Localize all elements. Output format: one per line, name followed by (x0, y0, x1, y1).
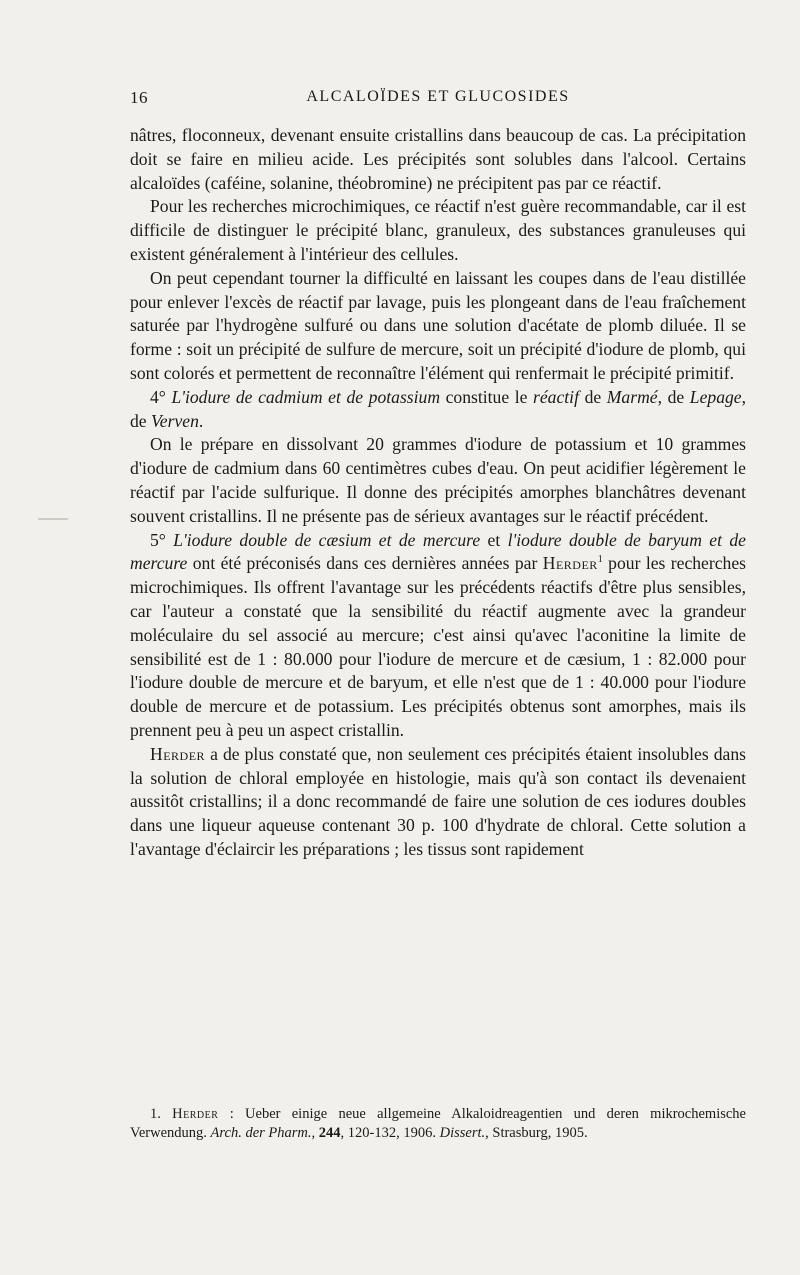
text-fragment: ont été préconisés dans ces dernières années par (187, 553, 543, 574)
italic-term: réactif (533, 386, 579, 407)
section-number: 4° (150, 386, 166, 407)
paragraph-1: nâtres, floconneux, devenant ensuite cristallins dans beaucoup de cas. La précipitation doit se faire en milieu acide. Les précipités sont solubles dans l'alcool. Certains alcaloïdes (caféine, solanine, théobromine) ne précipitent pas par ce réactif. (130, 125, 746, 193)
text-fragment: , de (657, 386, 690, 407)
footnote-1: 1. Herder : Ueber einige neue allgemeine Alkaloidreagentien und deren mikrochemische Verwendung. Arch. der Pharm., 244, 120-132, 1906. Dissert., Strasburg, 1905. (130, 1106, 746, 1141)
page-number: 16 (130, 88, 148, 107)
paragraph-6 (130, 529, 746, 743)
margin-mark (38, 518, 68, 520)
text-fragment: constitue le (440, 386, 534, 407)
footnote-ref: 1 (597, 554, 603, 566)
author-name: Marmé (606, 386, 658, 407)
reagent-title: L'iodure de cadmium et de potassium (171, 386, 441, 407)
text-fragment: , de (130, 386, 746, 431)
text-fragment: . (198, 410, 204, 431)
text-fragment: , 120-132, 1906. (340, 1125, 440, 1141)
author-name: Verven (151, 410, 199, 431)
paragraph-2: Pour les recherches microchimiques, ce réactif n'est guère recommandable, car il est difficile de distinguer le précipité blanc, granuleux, des substances granuleuses qui existent généralement à l'intérieur des cellules. (130, 196, 746, 264)
text-fragment: , Strasburg, 1905. (485, 1125, 588, 1141)
author-name: Herder (172, 1106, 219, 1122)
running-head: ALCALOÏDES ET GLUCOSIDES (306, 88, 570, 105)
author-name: Lepage (689, 386, 742, 407)
footnotes (130, 1105, 746, 1143)
main-text (130, 124, 746, 862)
journal-name: Arch. der Pharm. (210, 1125, 312, 1141)
reagent-title: l'iodure double de baryum et de mercure (130, 529, 746, 574)
text-fragment: de (578, 386, 607, 407)
footnote-number: 1. (150, 1106, 173, 1122)
page-header (130, 88, 746, 114)
text-fragment: pour les recherches microchimiques. Ils offrent l'avantage sur les précédents réactifs d'être plus sensibles, car l'auteur a constaté que la sensibilité du réactif augmente avec la grandeur moléculaire du sel associé au mercure; c'est ainsi qu'avec l'aconitine la limite de sensibilité est de 1 : 80.000 pour l'iodure de mercure et de cæsium, 1 : 82.000 pour l'iodure double de mercure et de baryum, et elle n'est que de 1 : 40.000 pour l'iodure double de mercure et de potassium. Les précipités obtenus sont amorphes, mais ils prennent peu à peu un aspect cristallin. (130, 553, 746, 740)
volume-number: 244 (318, 1125, 341, 1141)
text-fragment: a de plus constaté que, non seulement ces précipités étaient insolubles dans la solution de chloral employée en histologie, mais qu'à son contact ils devenaient aussitôt cristallins; il a donc recommandé de faire une solution de ces iodures doubles dans une liqueur aqueuse contenant 30 p. 100 d'hydrate de chloral. Cette solution a l'avantage d'éclaircir les préparations ; les tissus sont rapidement (130, 743, 746, 859)
paragraph-3: On peut cependant tourner la difficulté en laissant les coupes dans de l'eau distillée pour enlever l'excès de réactif par lavage, puis les plongeant dans de l'eau fraîchement saturée par l'hydrogène sulfuré ou dans une solution d'acétate de plomb diluée. Il se forme : soit un précipité de sulfure de mercure, soit un précipité d'iodure de plomb, qui sont colorés et permettent de reconnaître l'élément qui renfermait le précipité primitif. (130, 267, 746, 383)
author-name: Herder (150, 743, 206, 764)
paragraph-7 (130, 743, 746, 862)
text-fragment: et (480, 529, 508, 550)
paragraph-4 (130, 386, 746, 434)
reagent-title: L'iodure double de cæsium et de mercure (173, 529, 481, 550)
text-fragment: : Ueber einige neue allgemeine Alkaloidreagentien und deren mikrochemische Verwendung. (130, 1106, 746, 1141)
section-number: 5° (150, 529, 166, 550)
paragraph-5: On le prépare en dissolvant 20 grammes d'iodure de potassium et 10 grammes d'iodure de cadmium dans 60 centimètres cubes d'eau. On peut acidifier légèrement le réactif par l'acide sulfurique. Il donne des précipités amorphes blanchâtres devenant souvent cristallins. Il ne présente pas de sérieux avantages sur le réactif précédent. (130, 434, 746, 526)
author-name: Herder (542, 553, 598, 574)
italic-term: Dissert. (439, 1125, 486, 1141)
